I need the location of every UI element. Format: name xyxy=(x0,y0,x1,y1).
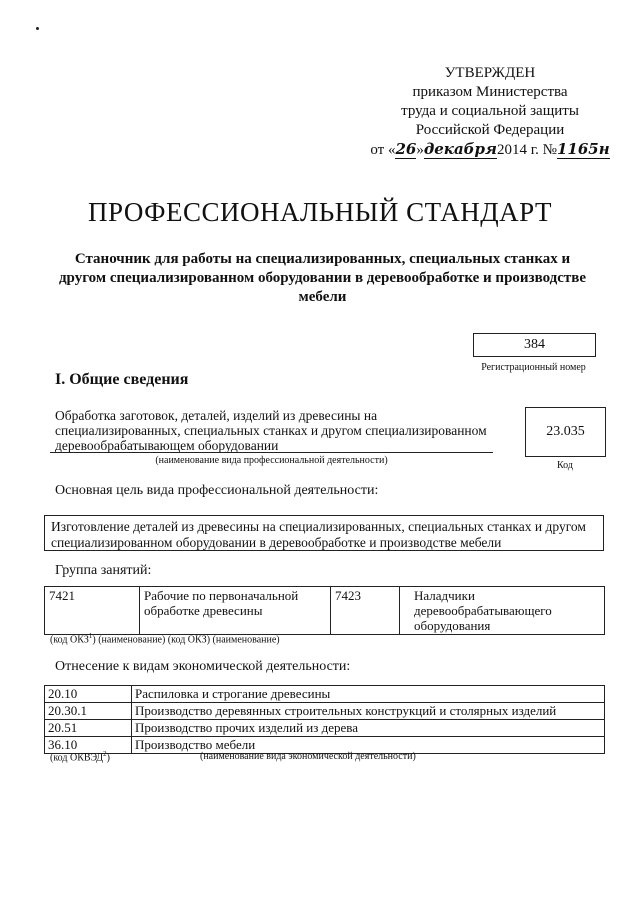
scan-speck xyxy=(36,27,39,30)
okved-name-cell: Распиловка и строгание древесины xyxy=(132,686,605,703)
approval-line: Российской Федерации xyxy=(415,122,565,138)
okved-name-cell: Производство деревянных строительных конструкций и столярных изделий xyxy=(132,703,605,720)
table-row xyxy=(45,686,605,703)
activity-code-box: 23.035 xyxy=(525,407,606,457)
okved-code-cell: 20.10 xyxy=(45,686,132,703)
approval-date: от «26»декабря2014 г. №1165н xyxy=(370,140,610,158)
okved-name-cell: Производство мебели xyxy=(132,737,605,754)
okz-code-cell: 7421 xyxy=(45,587,140,635)
activity-code-label: Код xyxy=(557,460,573,471)
page-title: ПРОФЕССИОНАЛЬНЫЙ СТАНДАРТ xyxy=(87,197,553,227)
approval-line: труда и социальной защиты xyxy=(401,103,579,119)
table-row xyxy=(45,587,605,635)
goal-label: Основная цель вида профессиональной деятельности: xyxy=(55,483,379,498)
section-heading: I. Общие сведения xyxy=(55,371,189,388)
registration-number-label: Регистрационный номер xyxy=(481,362,586,373)
okved-code-caption: (код ОКВЭД$^2$) xyxy=(50,750,110,764)
approval-line: приказом Министерства xyxy=(412,84,568,100)
approval-year: 2014 г. № xyxy=(496,142,557,158)
occupation-group-table xyxy=(44,586,605,635)
okved-code-cell: 20.51 xyxy=(45,720,132,737)
okved-code-cell: 20.30.1 xyxy=(45,703,132,720)
approval-month: декабря xyxy=(423,140,497,158)
okz-code-cell: 7423 xyxy=(331,587,400,635)
economic-activity-table xyxy=(44,685,605,754)
order-number: 1165н xyxy=(556,140,610,158)
activity-name: Обработка заготовок, деталей, изделий из древесины на специализированных, специальных станках и другом специализированном деревообрабатывающем оборудовании xyxy=(55,408,487,453)
approval-day: 26 xyxy=(395,140,417,158)
occupation-group-caption: (код ОКЗ$^1$) (наименование) (код ОКЗ) (наименование) xyxy=(50,632,280,646)
approval-block xyxy=(360,64,620,160)
okved-name-caption: (наименование вида экономической деятельности) xyxy=(200,751,416,762)
approval-heading: УТВЕРЖДЕН xyxy=(444,65,536,81)
activity-caption: (наименование вида профессиональной деятельности) xyxy=(155,455,388,466)
table-row xyxy=(45,720,605,737)
occupation-group-label: Группа занятий: xyxy=(55,563,152,578)
okved-name-cell: Производство прочих изделий из дерева xyxy=(132,720,605,737)
activity-underline xyxy=(50,452,493,453)
goal-box: Изготовление деталей из древесины на специализированных, специальных станках и другом специализированном оборудовании в деревообработке и производстве мебели xyxy=(44,515,604,551)
okved-code-cell: 36.10 xyxy=(45,737,132,754)
okz-name-cell: Наладчики деревообрабатывающего оборудования xyxy=(400,587,605,635)
economic-activity-label: Отнесение к видам экономической деятельности: xyxy=(55,659,351,674)
table-row xyxy=(45,703,605,720)
registration-number-box: 384 xyxy=(473,333,596,357)
page-subtitle: Станочник для работы на специализированных, специальных станках и другом специализированном оборудовании в деревообработке и производстве мебели xyxy=(58,251,587,305)
okz-name-cell: Рабочие по первоначальной обработке древесины xyxy=(140,587,331,635)
